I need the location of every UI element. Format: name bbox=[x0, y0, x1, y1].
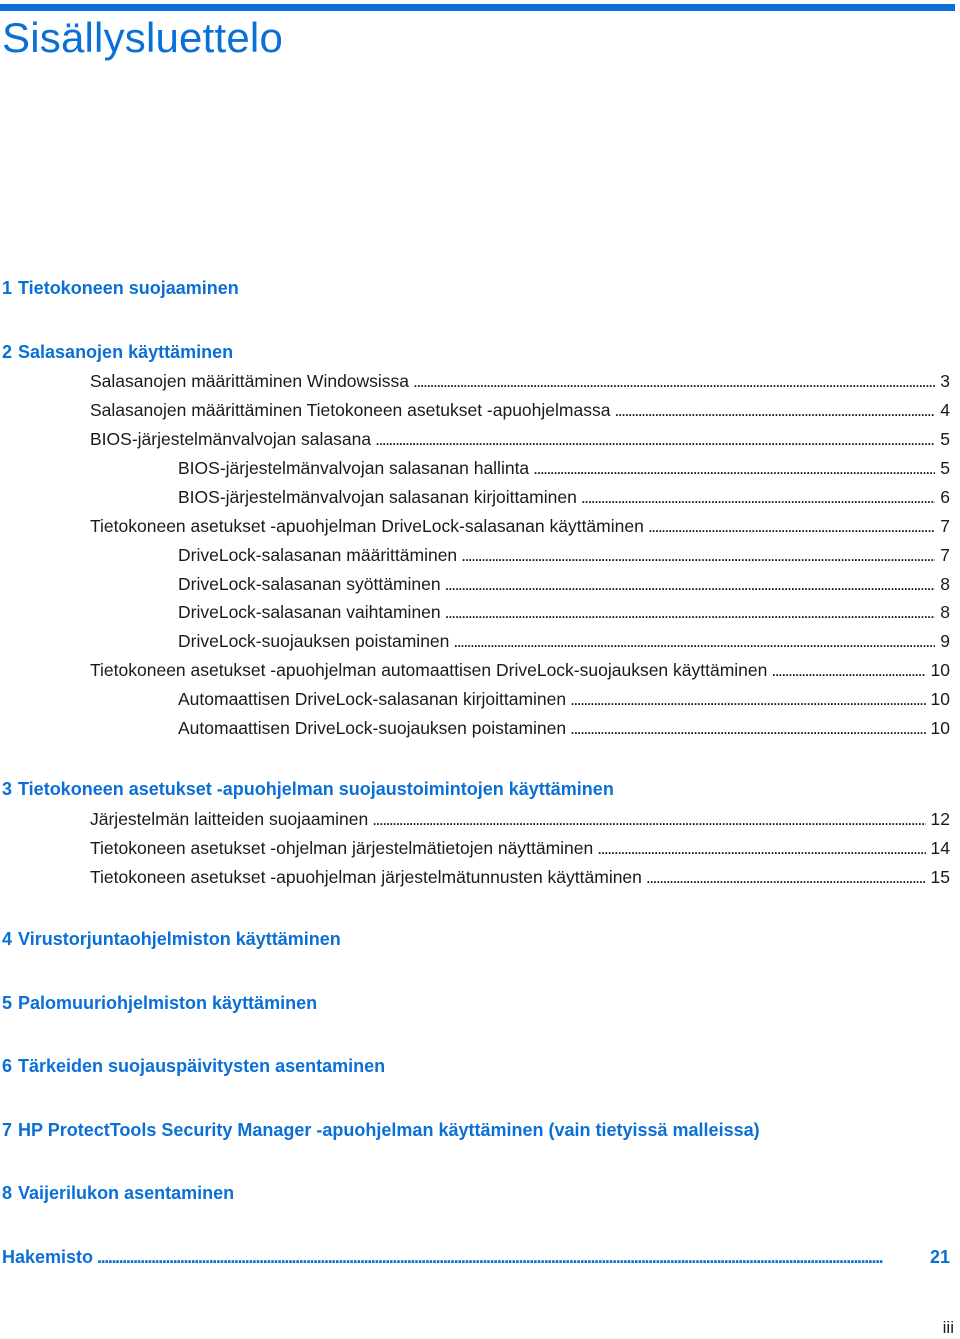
entry-title: Tietokoneen asetukset -apuohjelman DriveLock-salasanan käyttäminen bbox=[90, 516, 644, 536]
chapter-number: 5 bbox=[2, 993, 13, 1013]
entry-title: BIOS-järjestelmänvalvojan salasanan hallinta bbox=[178, 458, 530, 478]
entry-title: BIOS-järjestelmänvalvojan salasana bbox=[90, 429, 372, 449]
index-entry[interactable] bbox=[2, 1246, 950, 1268]
page-number: 9 bbox=[940, 631, 950, 651]
entry-title: DriveLock-salasanan syöttäminen bbox=[178, 574, 441, 594]
dot-leader bbox=[375, 428, 935, 450]
chapter-2[interactable] bbox=[2, 341, 233, 363]
index-title: Hakemisto bbox=[2, 1247, 94, 1267]
entry-title: Automaattisen DriveLock-suojauksen poistaminen bbox=[178, 718, 567, 738]
toc-subentry[interactable] bbox=[178, 601, 950, 623]
page-number: 14 bbox=[930, 838, 950, 858]
page-number: 10 bbox=[930, 660, 950, 680]
page-number: 5 bbox=[940, 458, 950, 478]
toc-subentry[interactable] bbox=[178, 717, 950, 739]
toc-entry[interactable] bbox=[90, 659, 950, 681]
page-number: 10 bbox=[930, 689, 950, 709]
page-number: 10 bbox=[930, 718, 950, 738]
entry-title: Automaattisen DriveLock-salasanan kirjoittaminen bbox=[178, 689, 567, 709]
chapter-8[interactable] bbox=[2, 1182, 234, 1204]
page-number: 7 bbox=[940, 516, 950, 536]
entry-title: DriveLock-suojauksen poistaminen bbox=[178, 631, 450, 651]
page-number: 12 bbox=[930, 809, 950, 829]
dot-leader bbox=[570, 688, 925, 710]
toc-subentry[interactable] bbox=[178, 630, 950, 652]
chapter-number: 4 bbox=[2, 929, 13, 949]
chapter-title: Salasanojen käyttäminen bbox=[18, 342, 234, 362]
dot-leader bbox=[533, 457, 935, 479]
dot-leader bbox=[453, 630, 935, 652]
dot-leader bbox=[445, 573, 936, 595]
toc-entry[interactable] bbox=[90, 808, 950, 830]
entry-title: DriveLock-salasanan vaihtaminen bbox=[178, 602, 441, 622]
toc-entry[interactable] bbox=[90, 837, 950, 859]
page-number: 4 bbox=[940, 400, 950, 420]
toc-entry[interactable] bbox=[90, 370, 950, 392]
toc-entry[interactable] bbox=[90, 866, 950, 888]
chapter-title: Tietokoneen suojaaminen bbox=[18, 278, 239, 298]
chapter-title: Vaijerilukon asentaminen bbox=[18, 1183, 235, 1203]
chapter-number: 2 bbox=[2, 342, 13, 362]
chapter-title: HP ProtectTools Security Manager -apuohjelman käyttäminen (vain tietyissä malleissa) bbox=[18, 1120, 760, 1140]
entry-title: Salasanojen määrittäminen Tietokoneen asetukset -apuohjelmassa bbox=[90, 400, 611, 420]
page-number: 15 bbox=[930, 867, 950, 887]
chapter-title: Tietokoneen asetukset -apuohjelman suojaustoimintojen käyttäminen bbox=[18, 779, 614, 799]
dot-leader bbox=[570, 717, 925, 739]
chapter-title: Palomuuriohjelmiston käyttäminen bbox=[18, 993, 318, 1013]
chapter-6[interactable] bbox=[2, 1055, 385, 1077]
page-number: 5 bbox=[940, 429, 950, 449]
entry-title: DriveLock-salasanan määrittäminen bbox=[178, 545, 458, 565]
chapter-4[interactable] bbox=[2, 928, 341, 950]
chapter-title: Tärkeiden suojauspäivitysten asentaminen bbox=[18, 1056, 386, 1076]
page-number: 7 bbox=[940, 545, 950, 565]
page-number: 3 bbox=[940, 371, 950, 391]
dot-leader bbox=[771, 659, 925, 681]
chapter-3[interactable] bbox=[2, 778, 614, 800]
toc-subentry[interactable] bbox=[178, 486, 950, 508]
toc-entry[interactable] bbox=[90, 428, 950, 450]
chapter-title: Virustorjuntaohjelmiston käyttäminen bbox=[18, 929, 341, 949]
dot-leader bbox=[372, 808, 925, 830]
chapter-5[interactable] bbox=[2, 992, 317, 1014]
entry-title: BIOS-järjestelmänvalvojan salasanan kirjoittaminen bbox=[178, 487, 577, 507]
toc-subentry[interactable] bbox=[178, 457, 950, 479]
chapter-number: 1 bbox=[2, 278, 13, 298]
chapter-number: 3 bbox=[2, 779, 13, 799]
toc-subentry[interactable] bbox=[178, 544, 950, 566]
dot-leader bbox=[581, 486, 935, 508]
entry-title: Salasanojen määrittäminen Windowsissa bbox=[90, 371, 410, 391]
toc-entry[interactable] bbox=[90, 515, 950, 537]
dot-leader bbox=[597, 837, 925, 859]
entry-title: Tietokoneen asetukset -apuohjelman automaattisen DriveLock-suojauksen käyttäminen bbox=[90, 660, 768, 680]
entry-title: Tietokoneen asetukset -ohjelman järjestelmätietojen näyttäminen bbox=[90, 838, 594, 858]
dot-leader bbox=[97, 1246, 928, 1268]
dot-leader bbox=[445, 601, 936, 623]
page-number: 21 bbox=[929, 1247, 950, 1267]
toc-subentry[interactable] bbox=[178, 688, 950, 710]
dot-leader bbox=[648, 515, 935, 537]
page-title: Sisällysluettelo bbox=[2, 14, 283, 61]
page-number: 6 bbox=[940, 487, 950, 507]
chapter-number: 7 bbox=[2, 1120, 13, 1140]
chapter-number: 8 bbox=[2, 1183, 13, 1203]
page-number: 8 bbox=[940, 602, 950, 622]
toc-entry[interactable] bbox=[90, 399, 950, 421]
chapter-number: 6 bbox=[2, 1056, 13, 1076]
entry-title: Tietokoneen asetukset -apuohjelman järjestelmätunnusten käyttäminen bbox=[90, 867, 642, 887]
entry-title: Järjestelmän laitteiden suojaaminen bbox=[90, 809, 369, 829]
toc-subentry[interactable] bbox=[178, 573, 950, 595]
dot-leader bbox=[614, 399, 935, 421]
dot-leader bbox=[646, 866, 926, 888]
page-folio: iii bbox=[942, 1318, 954, 1337]
dot-leader bbox=[413, 370, 935, 392]
dot-leader bbox=[461, 544, 935, 566]
chapter-1[interactable] bbox=[2, 277, 239, 299]
chapter-7[interactable] bbox=[2, 1119, 760, 1141]
page-number: 8 bbox=[940, 574, 950, 594]
